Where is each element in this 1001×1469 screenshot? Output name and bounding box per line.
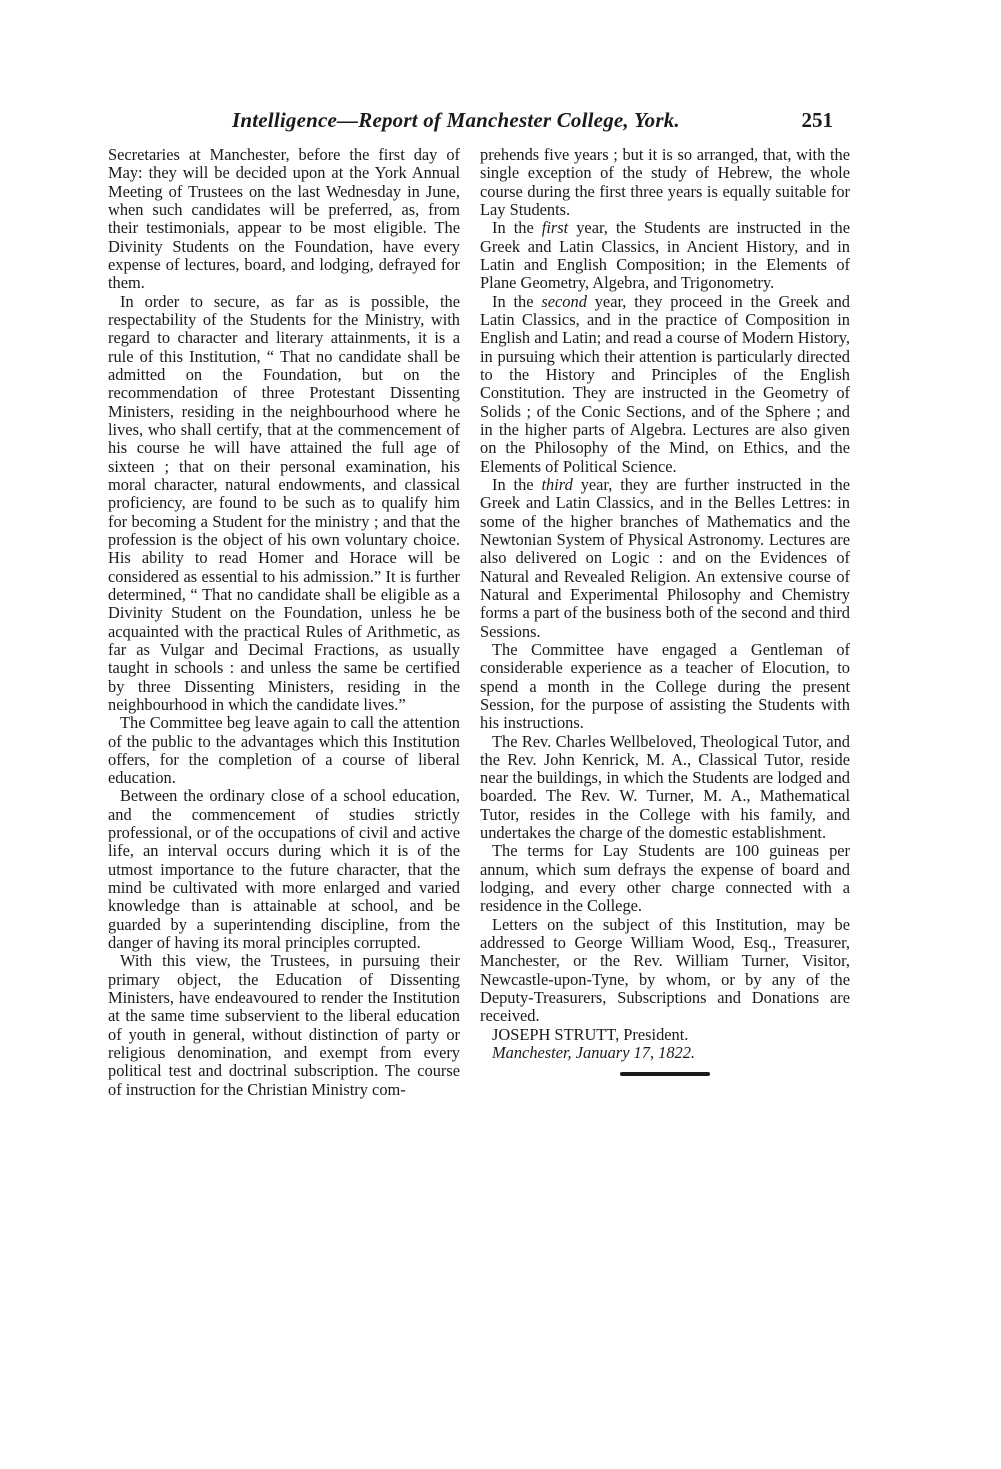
paragraph: The terms for Lay Students are 100 guineas per annum, which sum defrays the expense of board and lodging, and every other charge connected with a residence in the College. xyxy=(480,841,850,916)
text-span: In the xyxy=(492,291,542,311)
text-span: In the xyxy=(492,218,542,238)
page-number: 251 xyxy=(801,108,833,132)
paragraph: In order to secure, as far as is possible, the respectability of the Students for the Ministry, with regard to character and literary attainments, it is a rule of this Institution, “ That no candidate shall be admitted on the Foundation, but on the recommendation of three Protestant Dissenting Ministers, residing in the neighbourhood where he lives, who shall certify, that at the commencement of his course he will have attained the full age of sixteen ; that on their personal examination, his moral character, natural endowments, and classical proficiency, are found to be such as to qualify him for becoming a Student for the ministry ; and that the profession is the object of his own voluntary choice. His ability to read Homer and Horace will be considered as essential to his admission.” It is further determined, “ That no candidate shall be eligible as a Divinity Student on the Foundation, unless he be acquainted with the practical Rules of Arithmetic, as far as Vulgar and Decimal Fractions, as usually taught in schools : and unless the same be certified by three Dissenting Ministers, residing in the neighbourhood in which the candidate lives.” xyxy=(108,291,460,714)
paragraph: prehends five years ; but it is so arranged, that, with the single exception of the study of Hebrew, the whole course during the first three years is equally suitable for Lay Students. xyxy=(480,145,850,219)
paragraph xyxy=(480,293,850,476)
signature: JOSEPH STRUTT, President. xyxy=(492,1024,689,1044)
left-column xyxy=(108,146,460,1099)
paragraph: Between the ordinary close of a school education, and the commencement of studies strictly professional, or of the occupations of civil and active life, an interval occurs during which it is of the utmost importance to the future character, that the mind be cultivated with more enlarged and varied knowledge than is attainable at school, and be guarded by a superintending discipline, from the danger of having its moral principles corrupted. xyxy=(108,786,460,953)
text-span: year, they are further instructed in the Greek and Latin Classics, and in the Belles Lettres: in some of the higher branches of Mathematics and the Newtonian System of Physical Astronomy. Lectures are also delivered on Logic : and on the Evidences of Natural and Revealed Religion. An extensive course of Natural and Experimental Philosophy and Chemistry forms a part of the business both of the second and third Sessions. xyxy=(480,474,851,641)
paragraph: Letters on the subject of this Institution, may be addressed to George William Wood, Esq., Treasurer, Manchester, or the Rev. William Turner, Visitor, Newcastle-upon-Tyne, by whom, or by any of the Deputy-Treasurers, Subscriptions and Donations are received. xyxy=(480,914,850,1026)
paragraph: With this view, the Trustees, in pursuing their primary object, the Education of Dissenting Ministers, have endeavoured to render the Institution at the same time subservient to the liberal education of youth in general, without distinction of party or religious denomination, and exempt from every political test and doctrinal subscription. The course of instruction for the Christian Ministry com- xyxy=(108,951,460,1099)
paragraph: The Committee beg leave again to call the attention of the public to the advantages which this Institution offers, for the completion of a course of liberal education. xyxy=(108,713,460,788)
paragraph xyxy=(480,219,850,292)
end-rule-divider xyxy=(620,1072,710,1076)
paragraph: The Rev. Charles Wellbeloved, Theological Tutor, and the Rev. John Kenrick, M. A., Classical Tutor, reside near the buildings, in which the Students are lodged and boarded. The Rev. W. Turner, M. A., Mathematical Tutor, resides in the College with his family, and undertakes the charge of the domestic establishment. xyxy=(480,731,850,843)
paragraph: Secretaries at Manchester, before the first day of May: they will be decided upon at the York Annual Meeting of Trustees on the last Wednesday in June, when such candidates will be preferred, as, from their testimonials, appear to be most eligible. The Divinity Students on the Foundation, have every expense of lectures, board, and lodging, defrayed for them. xyxy=(108,145,460,293)
emphasis: third xyxy=(541,474,573,494)
text-span: year, they proceed in the Greek and Latin Classics, and in the practice of Composition in English and Latin; and read a course of Modern History, in pursuing which their attention is particularly directed to the History and Principles of the English Constitution. They are instructed in the Geometry of Solids ; of the Conic Sections, and of the Sphere ; and in the higher parts of Algebra. Lectures are also given on the Philosophy of the Mind, on Ethics, and the Elements of Political Science. xyxy=(480,291,850,476)
text-span: year, the Students are instructed in the Greek and Latin Classics, in Ancient History, and in Latin and English Composition; in the Elements of Plane Geometry, Algebra, and Trigonometry. xyxy=(480,218,851,293)
paragraph: The Committee have engaged a Gentleman of considerable experience as a teacher of Elocution, to spend a month in the College during the present Session, for the purpose of assisting the Students with his instructions. xyxy=(480,639,850,733)
paragraph xyxy=(480,476,850,641)
text-span: In the xyxy=(492,474,542,494)
running-head: Intelligence—Report of Manchester College, York. xyxy=(232,108,680,132)
emphasis: first xyxy=(541,218,569,238)
dateline: Manchester, January 17, 1822. xyxy=(492,1043,696,1063)
right-column xyxy=(480,146,850,1076)
emphasis: second xyxy=(541,291,587,311)
